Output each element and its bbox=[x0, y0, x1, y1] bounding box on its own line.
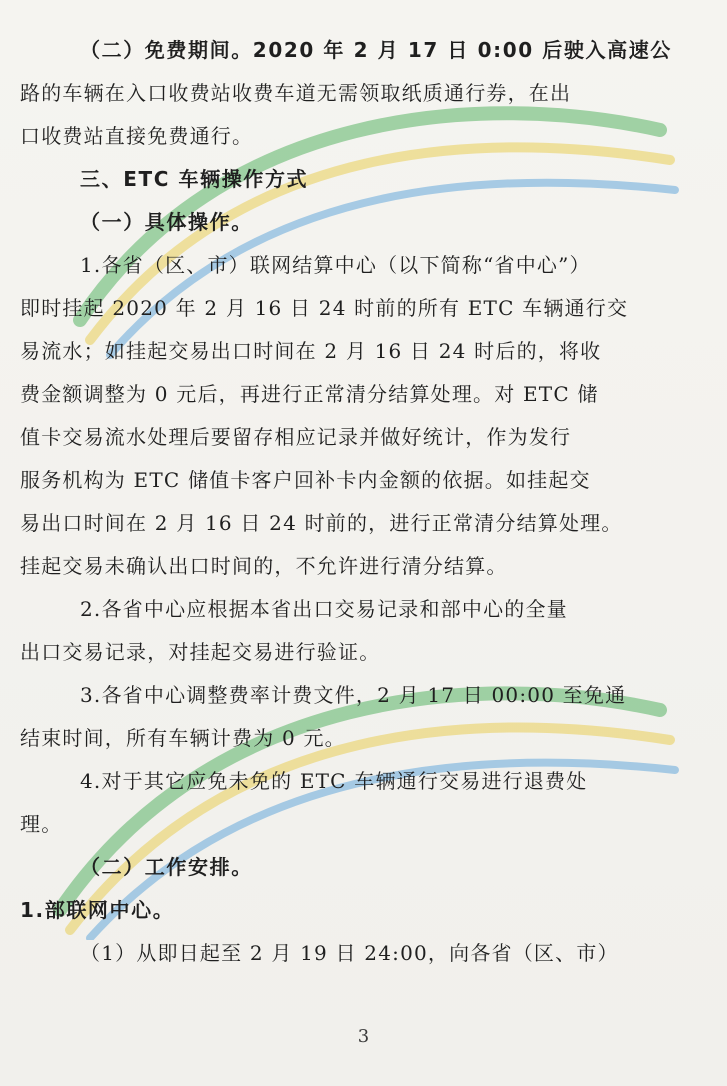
text-line-11: 服务机构为 ETC 储值卡客户回补卡内金额的依据。如挂起交 bbox=[20, 468, 591, 492]
text-line-19: 理。 bbox=[20, 812, 63, 836]
text-line-6: 1.各省（区、市）联网结算中心（以下简称“省中心”） bbox=[80, 253, 591, 277]
text-line-9: 费金额调整为 0 元后，再进行正常清分结算处理。对 ETC 储 bbox=[20, 382, 599, 406]
text-line-17: 结束时间，所有车辆计费为 0 元。 bbox=[20, 726, 346, 750]
text-line-14: 2.各省中心应根据本省出口交易记录和部中心的全量 bbox=[80, 597, 568, 621]
text-line-10: 值卡交易流水处理后要留存相应记录并做好统计，作为发行 bbox=[20, 425, 572, 449]
text-line-2: 路的车辆在入口收费站收费车道无需领取纸质通行券，在出 bbox=[20, 81, 572, 105]
text-line-22: （1）从即日起至 2 月 19 日 24:00，向各省（区、市） bbox=[80, 941, 619, 965]
section-heading-ministry-center: 1.部联网中心。 bbox=[20, 898, 175, 922]
page-number: 3 bbox=[357, 1026, 370, 1047]
text-line-12: 易出口时间在 2 月 16 日 24 时前的，进行正常清分结算处理。 bbox=[20, 511, 623, 535]
subsection-heading-operation: （一）具体操作。 bbox=[80, 210, 253, 234]
subsection-heading-work-plan: （二）工作安排。 bbox=[80, 855, 253, 879]
text-line-8: 易流水；如挂起交易出口时间在 2 月 16 日 24 时后的，将收 bbox=[20, 339, 602, 363]
section-heading-etc: 三、ETC 车辆操作方式 bbox=[80, 167, 309, 191]
text-line-7: 即时挂起 2020 年 2 月 16 日 24 时前的所有 ETC 车辆通行交 bbox=[20, 296, 629, 320]
text-line-13: 挂起交易未确认出口时间的，不允许进行清分结算。 bbox=[20, 554, 508, 578]
text-line-1: （二）免费期间。2020 年 2 月 17 日 0:00 后驶入高速公 bbox=[80, 38, 672, 62]
text-line-15: 出口交易记录，对挂起交易进行验证。 bbox=[20, 640, 381, 664]
text-line-18: 4.对于其它应免未免的 ETC 车辆通行交易进行退费处 bbox=[80, 769, 588, 793]
text-line-3: 口收费站直接免费通行。 bbox=[20, 124, 254, 148]
text-line-16: 3.各省中心调整费率计费文件，2 月 17 日 00:00 至免通 bbox=[80, 683, 627, 707]
